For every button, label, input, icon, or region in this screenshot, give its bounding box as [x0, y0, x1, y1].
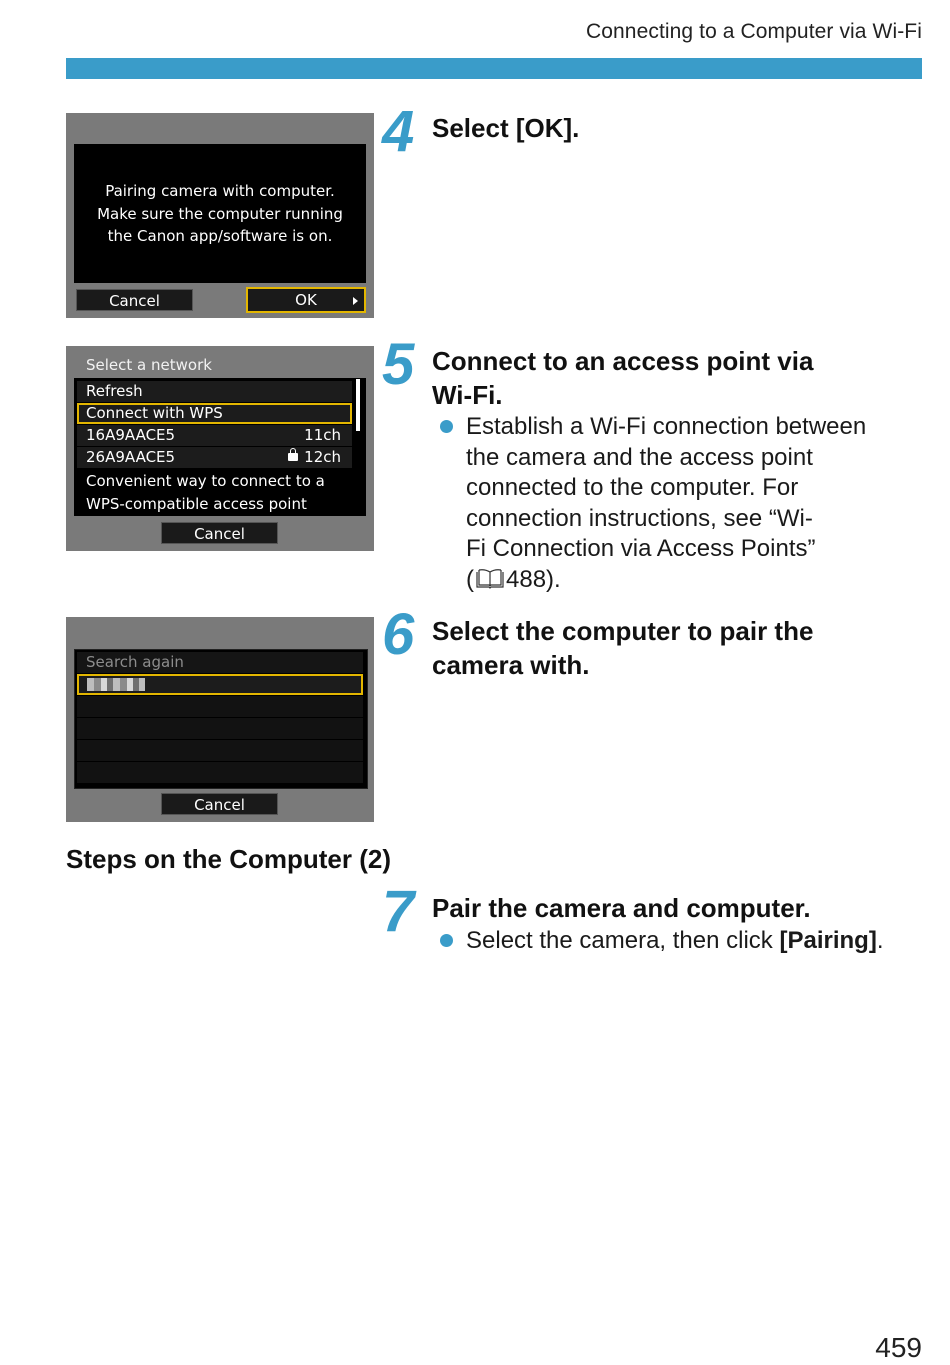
body-line: the camera and the access point: [466, 443, 813, 471]
blurred-computer-name: [87, 678, 145, 691]
camera-screen-network: [66, 346, 374, 551]
dialog-panel: [74, 144, 366, 283]
network-row-refresh[interactable]: [77, 381, 352, 402]
pairing-message: [74, 180, 366, 248]
ok-button[interactable]: [246, 287, 366, 313]
network-row-wps[interactable]: [77, 403, 352, 424]
empty-list-row: [77, 740, 363, 761]
lock-icon: [288, 453, 298, 461]
bullet-icon: [440, 420, 453, 433]
network-row-label: 16A9AACE5: [86, 426, 176, 444]
message-line: Make sure the computer running: [97, 204, 343, 223]
body-line: Fi Connection via Access Points”: [466, 535, 816, 562]
description-line: WPS-compatible access point: [86, 495, 307, 513]
message-line: Pairing camera with computer.: [105, 182, 335, 200]
empty-list-row: [77, 762, 363, 783]
cancel-button[interactable]: Cancel: [161, 522, 278, 544]
channel-label: 12ch: [304, 448, 341, 466]
network-description: [86, 470, 325, 516]
ok-label: OK: [295, 291, 317, 309]
step-6-title: [432, 614, 813, 682]
pairing-button-reference: [Pairing]: [779, 927, 877, 954]
section-title: Steps on the Computer (2): [66, 844, 392, 874]
body-line: Establish a Wi-Fi connection between: [466, 413, 867, 440]
network-screen-title: Select a network: [86, 356, 212, 374]
step-number-4: 4: [382, 99, 412, 164]
message-line: the Canon app/software is on.: [107, 227, 333, 245]
step-number-6: 6: [382, 602, 412, 667]
body-text: Select the camera, then click: [466, 927, 780, 954]
camera-screen-computer: [66, 617, 374, 822]
header-accent-bar: [66, 58, 922, 79]
step-7-body: [466, 926, 884, 957]
step-number-5: 5: [382, 332, 412, 397]
camera-screen-pairing: [66, 113, 374, 318]
chevron-right-icon: [353, 297, 358, 305]
body-line: connected to the computer. For: [466, 474, 799, 501]
title-line: Wi-Fi.: [432, 380, 503, 410]
body-text-end: .: [876, 927, 884, 954]
network-row-ssid-2[interactable]: [77, 447, 352, 468]
step-5-body: [466, 412, 866, 595]
ref-close: ).: [546, 565, 561, 593]
empty-list-row: [77, 718, 363, 739]
description-line: Convenient way to connect to a: [86, 472, 325, 490]
network-row-label: 26A9AACE5: [86, 448, 176, 466]
list-scrollbar[interactable]: [356, 379, 360, 431]
step-5-title: [432, 344, 813, 412]
ref-open: (: [466, 565, 474, 593]
page-reference[interactable]: [466, 565, 866, 596]
title-line: camera with.: [432, 650, 590, 680]
page-number: 459: [875, 1332, 922, 1363]
page-header-title: Connecting to a Computer via Wi-Fi: [585, 20, 922, 43]
book-icon: [475, 569, 505, 589]
cancel-button[interactable]: Cancel: [161, 793, 278, 815]
empty-list-row: [77, 696, 363, 717]
network-row-label: Connect with WPS: [86, 404, 223, 422]
step-number-7: 7: [382, 879, 412, 944]
step-4-title: Select [OK].: [432, 113, 580, 143]
cancel-button[interactable]: Cancel: [76, 289, 193, 311]
search-again-row[interactable]: Search again: [77, 652, 363, 673]
ref-page: 488: [506, 565, 547, 593]
body-line: connection instructions, see “Wi-: [466, 504, 813, 532]
computer-row-selected[interactable]: [77, 674, 363, 695]
title-line: Select the computer to pair the: [432, 616, 814, 646]
network-row-ssid-1[interactable]: [77, 425, 352, 446]
step-7-title: Pair the camera and computer.: [432, 893, 811, 923]
title-line: Connect to an access point via: [432, 346, 814, 376]
network-row-label: Refresh: [86, 382, 143, 400]
channel-label: 11ch: [304, 426, 341, 444]
bullet-icon: [440, 934, 453, 947]
